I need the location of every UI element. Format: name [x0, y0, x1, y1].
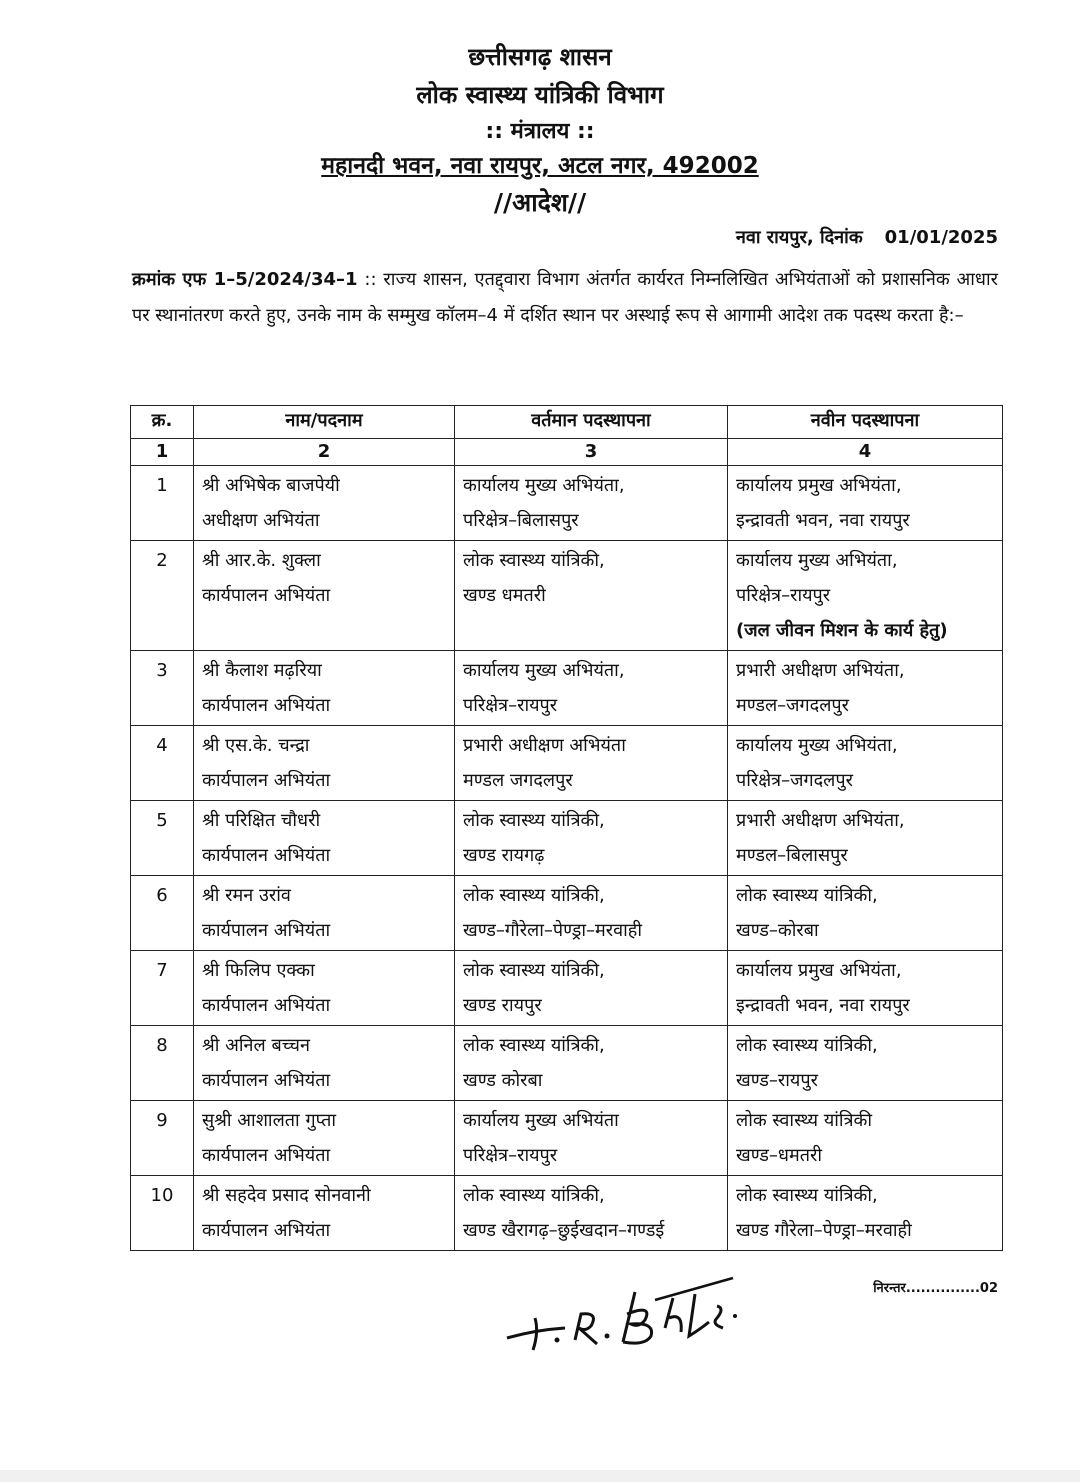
current-posting-cell [455, 1101, 728, 1176]
current-posting-cell [455, 726, 728, 801]
table-row [131, 1176, 1003, 1251]
order-text: :: राज्य शासन, एतद्द्वारा विभाग अंतर्गत कार्यरत निम्नलिखित अभियंताओं को प्रशासनिक आधार पर स्थानांतरण करते हुए, उनके नाम के सम्मुख कॉलम–4 में दर्शित स्थान पर अस्थाई रूप से आगामी आदेश तक पदस्थ करता है:– [132, 269, 998, 326]
new-posting-cell [728, 801, 1003, 876]
current-posting-line: खण्ड रायगढ़ [463, 845, 545, 866]
column-number: 2 [194, 439, 455, 466]
new-posting-line: परिक्षेत्र–जगदलपुर [736, 770, 853, 791]
name-designation-cell [194, 466, 455, 541]
column-number: 1 [131, 439, 194, 466]
new-posting-cell [728, 541, 1003, 651]
current-posting-line: कार्यालय मुख्य अभियंता [463, 1110, 619, 1131]
current-posting-line: लोक स्वास्थ्य यांत्रिकी, [463, 810, 605, 831]
ministry-label: :: मंत्रालय :: [485, 119, 595, 144]
current-posting-line: खण्ड–गौरेला–पेण्ड्रा–मरवाही [463, 920, 643, 941]
table-row [131, 726, 1003, 801]
table-row [131, 1101, 1003, 1176]
header-serial: क्र. [131, 406, 194, 439]
officer-name: सुश्री आशालता गुप्ता [202, 1110, 337, 1131]
order-paragraph [132, 262, 998, 334]
current-posting-line: लोक स्वास्थ्य यांत्रिकी, [463, 885, 605, 906]
officer-name: श्री सहदेव प्रसाद सोनवानी [202, 1185, 371, 1206]
serial-number: 10 [131, 1176, 194, 1251]
officer-name: श्री रमन उरांव [202, 885, 291, 906]
new-posting-cell [728, 1176, 1003, 1251]
column-number: 3 [455, 439, 728, 466]
officer-name: श्री अनिल बच्चन [202, 1035, 310, 1056]
column-number: 4 [728, 439, 1003, 466]
new-posting-cell [728, 951, 1003, 1026]
new-posting-line: कार्यालय मुख्य अभियंता, [736, 735, 898, 756]
new-posting-line: खण्ड गौरेला–पेण्ड्रा–मरवाही [736, 1220, 912, 1241]
page-edge [0, 1470, 1080, 1482]
continued-marker: निरन्तर...............02 [873, 1281, 998, 1296]
current-posting-line: परिक्षेत्र–बिलासपुर [463, 510, 579, 531]
new-posting-line: कार्यालय मुख्य अभियंता, [736, 550, 898, 571]
government-title: छत्तीसगढ़ शासन [468, 43, 612, 71]
dateline-place: नवा रायपुर, दिनांक [735, 227, 863, 248]
new-posting-line: लोक स्वास्थ्य यांत्रिकी, [736, 1035, 878, 1056]
new-posting-line: प्रभारी अधीक्षण अभियंता, [736, 660, 905, 681]
table-row [131, 541, 1003, 651]
officer-designation: कार्यपालन अभियंता [202, 1220, 331, 1241]
current-posting-line: लोक स्वास्थ्य यांत्रिकी, [463, 550, 605, 571]
name-designation-cell [194, 541, 455, 651]
order-date: 01/01/2025 [884, 227, 998, 248]
current-posting-line: प्रभारी अधीक्षण अभियंता [463, 735, 626, 756]
new-posting-line: मण्डल–बिलासपुर [736, 845, 848, 866]
current-posting-line: लोक स्वास्थ्य यांत्रिकी, [463, 960, 605, 981]
officer-designation: अधीक्षण अभियंता [202, 510, 320, 531]
serial-number: 9 [131, 1101, 194, 1176]
office-address: महानदी भवन, नवा रायपुर, अटल नगर, 492002 [321, 153, 759, 179]
officer-designation: कार्यपालन अभियंता [202, 1070, 331, 1091]
current-posting-cell [455, 951, 728, 1026]
serial-number: 7 [131, 951, 194, 1026]
order-number: क्रमांक एफ 1–5/2024/34–1 [132, 269, 358, 290]
officer-name: श्री अभिषेक बाजपेयी [202, 475, 340, 496]
table-row [131, 876, 1003, 951]
serial-number: 5 [131, 801, 194, 876]
new-posting-line: लोक स्वास्थ्य यांत्रिकी, [736, 885, 878, 906]
current-posting-line: खण्ड खैरागढ़–छुईखदान–गण्डई [463, 1220, 665, 1241]
current-posting-cell [455, 1176, 728, 1251]
current-posting-line: परिक्षेत्र–रायपुर [463, 1145, 558, 1166]
new-posting-cell [728, 726, 1003, 801]
serial-number: 3 [131, 651, 194, 726]
current-posting-cell [455, 1026, 728, 1101]
header-name: नाम/पदनाम [194, 406, 455, 439]
new-posting-line: लोक स्वास्थ्य यांत्रिकी, [736, 1185, 878, 1206]
new-posting-line: प्रभारी अधीक्षण अभियंता, [736, 810, 905, 831]
officer-designation: कार्यपालन अभियंता [202, 1145, 331, 1166]
header-current-posting: वर्तमान पदस्थापना [455, 406, 728, 439]
current-posting-cell [455, 876, 728, 951]
name-designation-cell [194, 726, 455, 801]
order-heading: //आदेश// [493, 188, 587, 217]
current-posting-line: खण्ड धमतरी [463, 585, 546, 606]
officer-name: श्री एस.के. चन्द्रा [202, 735, 310, 756]
table-row [131, 951, 1003, 1026]
signature [495, 1270, 765, 1369]
current-posting-line: कार्यालय मुख्य अभियंता, [463, 475, 625, 496]
new-posting-cell [728, 651, 1003, 726]
officer-designation: कार्यपालन अभियंता [202, 695, 331, 716]
column-number-row [131, 439, 1003, 466]
serial-number: 8 [131, 1026, 194, 1101]
table-row [131, 651, 1003, 726]
department-title: लोक स्वास्थ्य यांत्रिकी विभाग [416, 81, 664, 109]
officer-designation: कार्यपालन अभियंता [202, 585, 331, 606]
table-row [131, 466, 1003, 541]
current-posting-line: लोक स्वास्थ्य यांत्रिकी, [463, 1185, 605, 1206]
transfer-table [130, 405, 1003, 1251]
serial-number: 6 [131, 876, 194, 951]
current-posting-line: मण्डल जगदलपुर [463, 770, 573, 791]
officer-designation: कार्यपालन अभियंता [202, 920, 331, 941]
new-posting-line: खण्ड–कोरबा [736, 920, 819, 941]
new-posting-line: परिक्षेत्र–रायपुर [736, 585, 831, 606]
name-designation-cell [194, 1026, 455, 1101]
officer-designation: कार्यपालन अभियंता [202, 845, 331, 866]
signature-icon [495, 1270, 765, 1365]
name-designation-cell [194, 651, 455, 726]
header-new-posting: नवीन पदस्थापना [728, 406, 1003, 439]
new-posting-line: खण्ड–रायपुर [736, 1070, 818, 1091]
current-posting-cell [455, 466, 728, 541]
current-posting-cell [455, 541, 728, 651]
serial-number: 1 [131, 466, 194, 541]
current-posting-line: परिक्षेत्र–रायपुर [463, 695, 558, 716]
new-posting-line: इन्द्रावती भवन, नवा रायपुर [736, 995, 910, 1016]
current-posting-line: खण्ड कोरबा [463, 1070, 543, 1091]
serial-number: 4 [131, 726, 194, 801]
officer-designation: कार्यपालन अभियंता [202, 995, 331, 1016]
new-posting-cell [728, 1026, 1003, 1101]
officer-designation: कार्यपालन अभियंता [202, 770, 331, 791]
dateline [736, 225, 998, 249]
officer-name: श्री कैलाश मढ़रिया [202, 660, 322, 681]
new-posting-cell [728, 466, 1003, 541]
name-designation-cell [194, 801, 455, 876]
current-posting-cell [455, 651, 728, 726]
current-posting-line: लोक स्वास्थ्य यांत्रिकी, [463, 1035, 605, 1056]
table-row [131, 801, 1003, 876]
posting-note: (जल जीवन मिशन के कार्य हेतु) [736, 620, 948, 641]
current-posting-line: कार्यालय मुख्य अभियंता, [463, 660, 625, 681]
new-posting-line: इन्द्रावती भवन, नवा रायपुर [736, 510, 910, 531]
new-posting-line: लोक स्वास्थ्य यांत्रिकी [736, 1110, 873, 1131]
officer-name: श्री फिलिप एक्का [202, 960, 315, 981]
new-posting-cell [728, 1101, 1003, 1176]
new-posting-line: कार्यालय प्रमुख अभियंता, [736, 475, 902, 496]
name-designation-cell [194, 876, 455, 951]
name-designation-cell [194, 1176, 455, 1251]
new-posting-line: कार्यालय प्रमुख अभियंता, [736, 960, 902, 981]
table-row [131, 1026, 1003, 1101]
officer-name: श्री आर.के. शुक्ला [202, 550, 321, 571]
current-posting-line: खण्ड रायपुर [463, 995, 542, 1016]
serial-number: 2 [131, 541, 194, 651]
new-posting-line: खण्ड–धमतरी [736, 1145, 823, 1166]
new-posting-cell [728, 876, 1003, 951]
table-header-row [131, 406, 1003, 439]
new-posting-line: मण्डल–जगदलपुर [736, 695, 849, 716]
name-designation-cell [194, 1101, 455, 1176]
name-designation-cell [194, 951, 455, 1026]
officer-name: श्री परिक्षित चौधरी [202, 810, 321, 831]
current-posting-cell [455, 801, 728, 876]
